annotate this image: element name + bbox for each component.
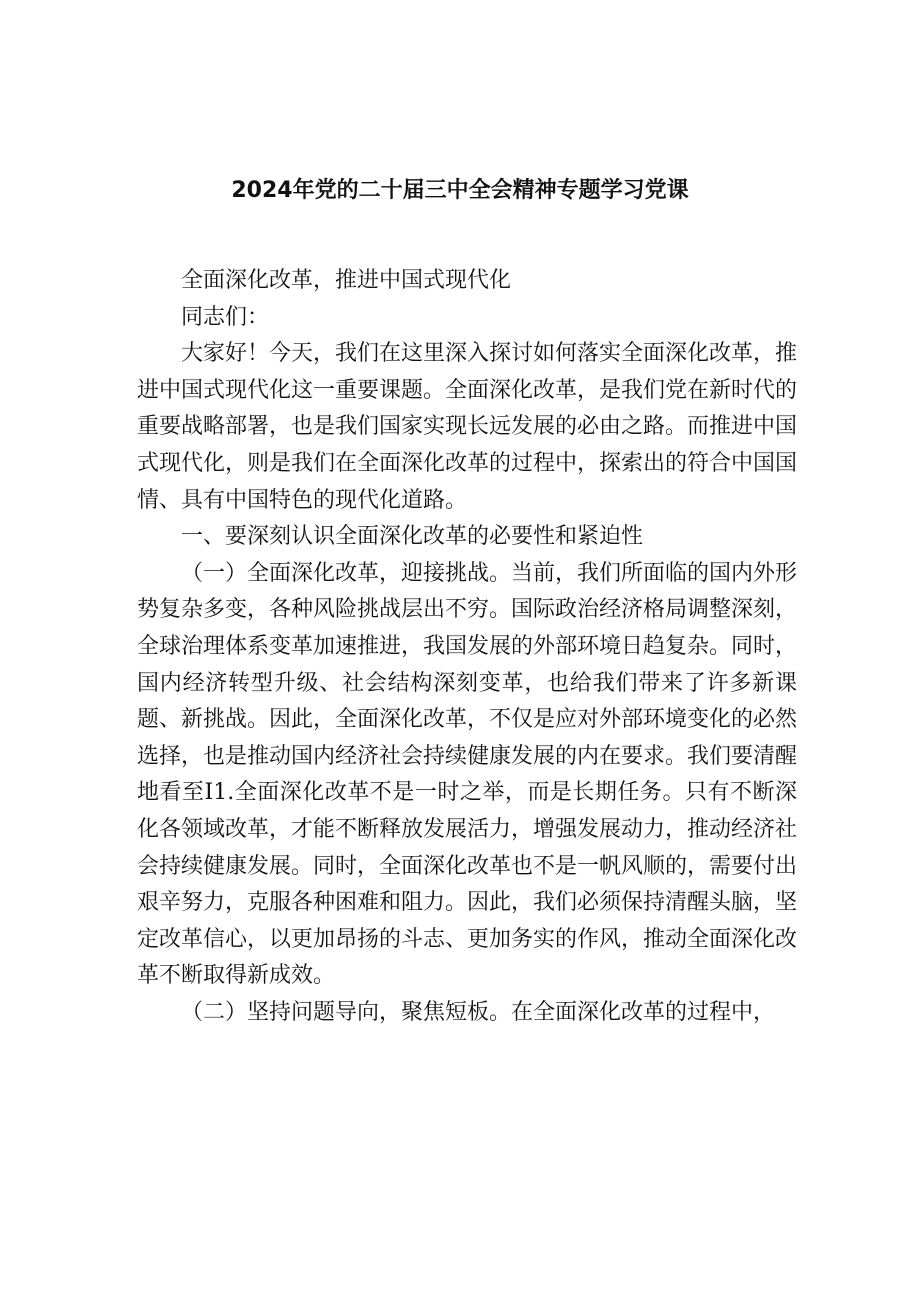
section-heading: 一、要深刻认识全面深化改革的必要性和紧迫性	[181, 524, 644, 550]
document-subtitle: 全面深化改革，推进中国式现代化	[181, 268, 512, 293]
document-body	[137, 263, 797, 1031]
document-title: 2024年党的二十届三中全会精神专题学习党课	[231, 178, 689, 203]
intro-paragraph: 大家好！今天，我们在这里深入探讨如何落实全面深化改革，推进中国式现代化这一重要课题。全面深化改革，是我们党在新时代的重要战略部署，也是我们国家实现长远发展的必由之路。而推进中国式现代化，则是我们在全面深化改革的过程中，探索出的符合中国国情、具有中国特色的现代化道路。	[137, 341, 798, 513]
salutation: 同志们：	[181, 304, 270, 330]
body-paragraph: （二）坚持问题导向，聚焦短板。在全面深化改革的过程中，	[181, 999, 776, 1025]
body-paragraph: （一）全面深化改革，迎接挑战。当前，我们所面临的国内外形势复杂多变，各种风险挑战层出不穷。国际政治经济格局调整深刻，全球治理体系变革加速推进，我国发展的外部环境日趋复杂。同时，国内经济转型升级、社会结构深刻变革，也给我们带来了许多新课题、新挑战。因此，全面深化改革，不仅是应对外部环境变化的必然选择，也是推动国内经济社会持续健康发展的内在要求。我们要清醒地看至I1.全面深化改革不是一时之举，而是长期任务。只有不断深化各领域改革，才能不断释放发展活力，增强发展动力，推动经济社会持续健康发展。同时，全面深化改革也不是一帆风顺的，需要付出艰辛努力，克服各种困难和阻力。因此，我们必须保持清醒头脑，坚定改革信心，以更加昂扬的斗志、更加务实的作风，推动全面深化改革不断取得新成效。	[137, 560, 798, 989]
